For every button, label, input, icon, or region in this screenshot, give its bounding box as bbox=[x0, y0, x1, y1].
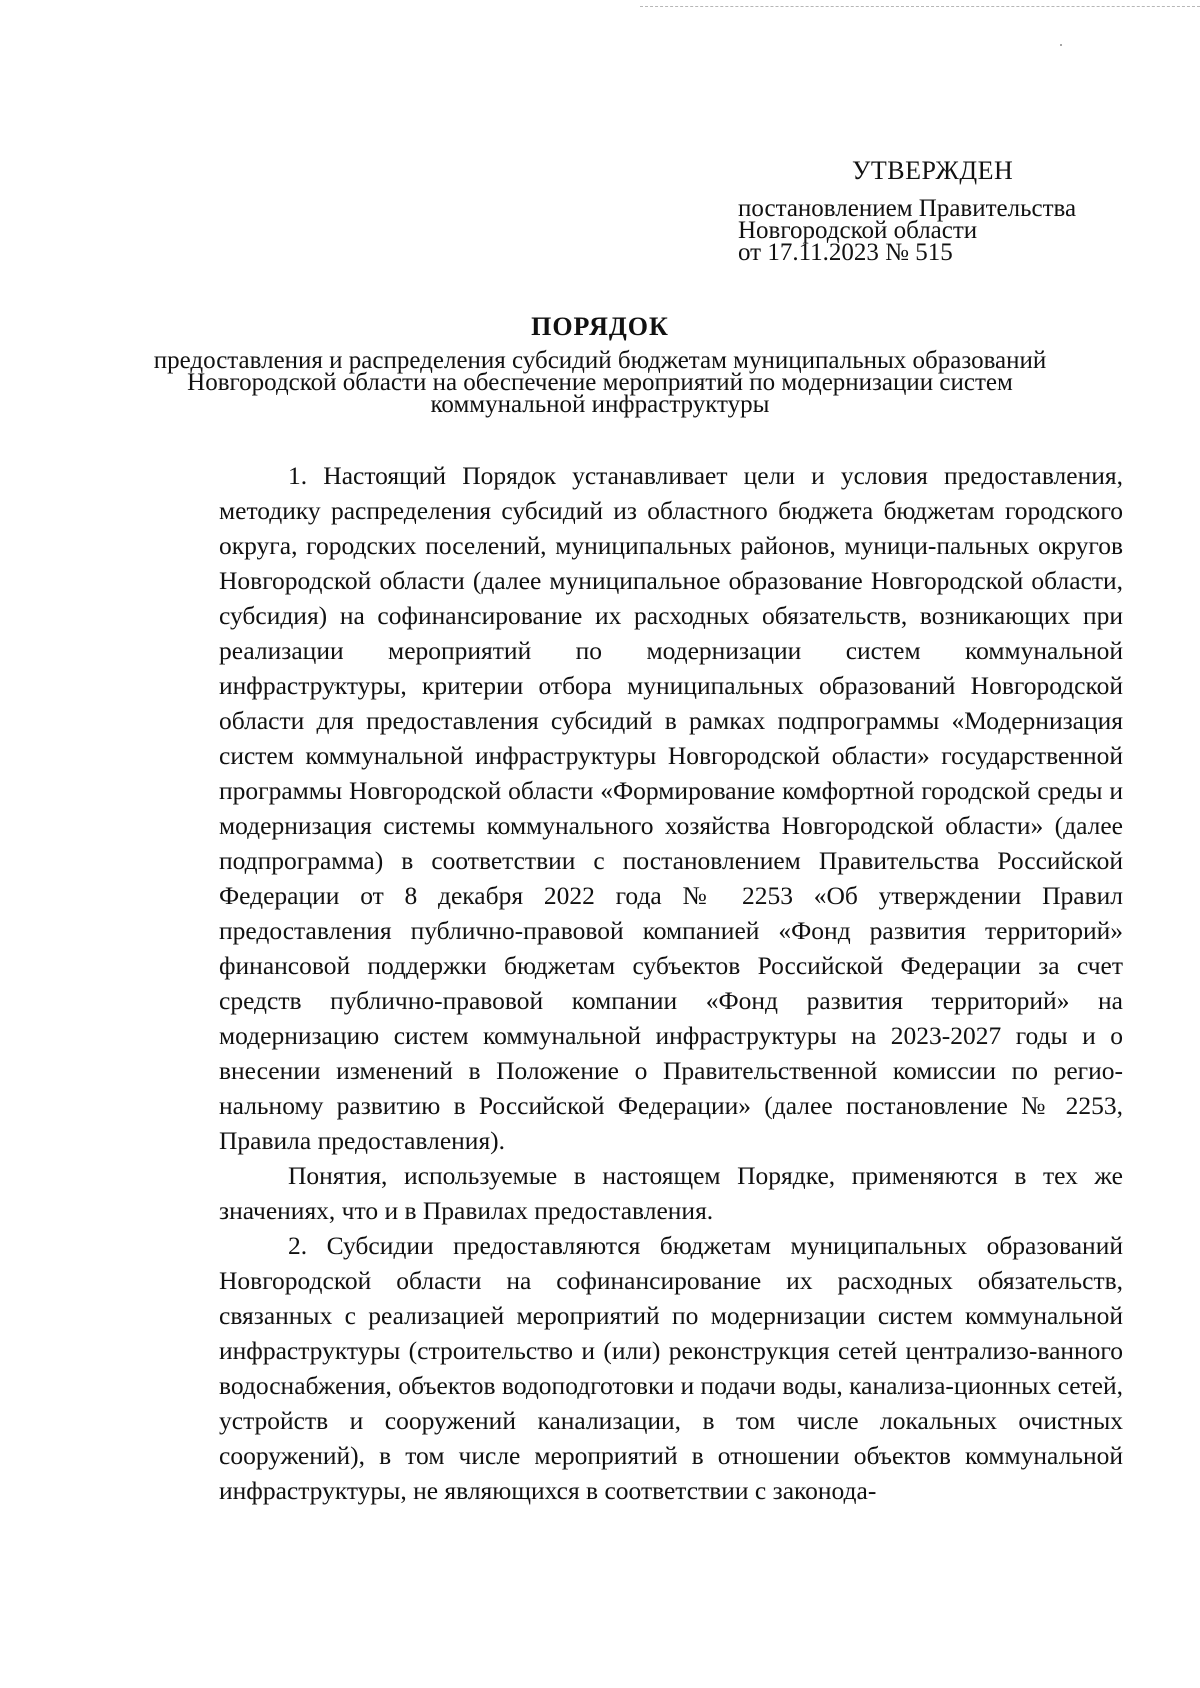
approval-block bbox=[738, 195, 1178, 266]
scan-speck bbox=[1060, 44, 1062, 46]
paragraph-2: Понятия, используемые в настоящем Порядке, применяются в тех же значениях, что и в Правилах предоставления. bbox=[219, 1161, 1123, 1225]
scan-edge-line bbox=[640, 6, 1200, 7]
document-body bbox=[219, 458, 1123, 1508]
document-subtitle: предоставления и распределения субсидий бюджетам муниципальных образований Новгородской области на обеспечение мероприятий по модернизации систем коммунальной инфраструктуры bbox=[153, 347, 1047, 418]
document-title: ПОРЯДОК bbox=[531, 312, 669, 341]
approval-line-1: постановлением Правительства bbox=[738, 195, 1077, 222]
approval-heading: УТВЕРЖДЕН bbox=[852, 156, 1014, 185]
paragraph-1: 1. Настоящий Порядок устанавливает цели и условия предоставления, методику распределения субсидий из областного бюджета бюджетам городского округа, городских поселений, муниципальных районов, муници-пальных округов Новгородской области (далее муниципальное образование Новгородской области, субсидия) на софинансирование их расходных обязательств, возникающих при реализации мероприятий по модернизации систем коммунальной инфраструктуры, критерии отбора муниципальных образований Новгородской области для предоставления субсидий в рамках подпрограммы «Модернизация систем коммунальной инфраструктуры Новгородской области» государственной программы Новгородской области «Формирование комфортной городской среды и модернизация системы коммунального хозяйства Новгородской области» (далее подпрограмма) в соответствии с постановлением Правительства Российской Федерации от 8 декабря 2022 года № 2253 «Об утверждении Правил предоставления публично-правовой компанией «Фонд развития территорий» финансовой поддержки бюджетам субъектов Российской Федерации за счет средств публично-правовой компании «Фонд развития территорий» на модернизацию систем коммунальной инфраструктуры на 2023-2027 годы и о внесении изменений в Положение о Правительственной комиссии по регио-нальному развитию в Российской Федерации» (далее постановление № 2253, Правила предоставления). bbox=[219, 461, 1123, 1155]
approval-line-2: Новгородской области bbox=[738, 217, 978, 244]
paragraph-3: 2. Субсидии предоставляются бюджетам муниципальных образований Новгородской области на софинансирование их расходных обязательств, связанных с реализацией мероприятий по модернизации систем коммунальной инфраструктуры (строительство и (или) реконструкция сетей централизо-ванного водоснабжения, объектов водоподготовки и подачи воды, канализа-ционных сетей, устройств и сооружений канализации, в том числе локальных очистных сооружений), в том числе мероприятий в отношении объектов коммунальной инфраструктуры, не являющихся в соответствии с законода- bbox=[219, 1231, 1123, 1505]
approval-line-3: от 17.11.2023 № 515 bbox=[738, 239, 953, 266]
